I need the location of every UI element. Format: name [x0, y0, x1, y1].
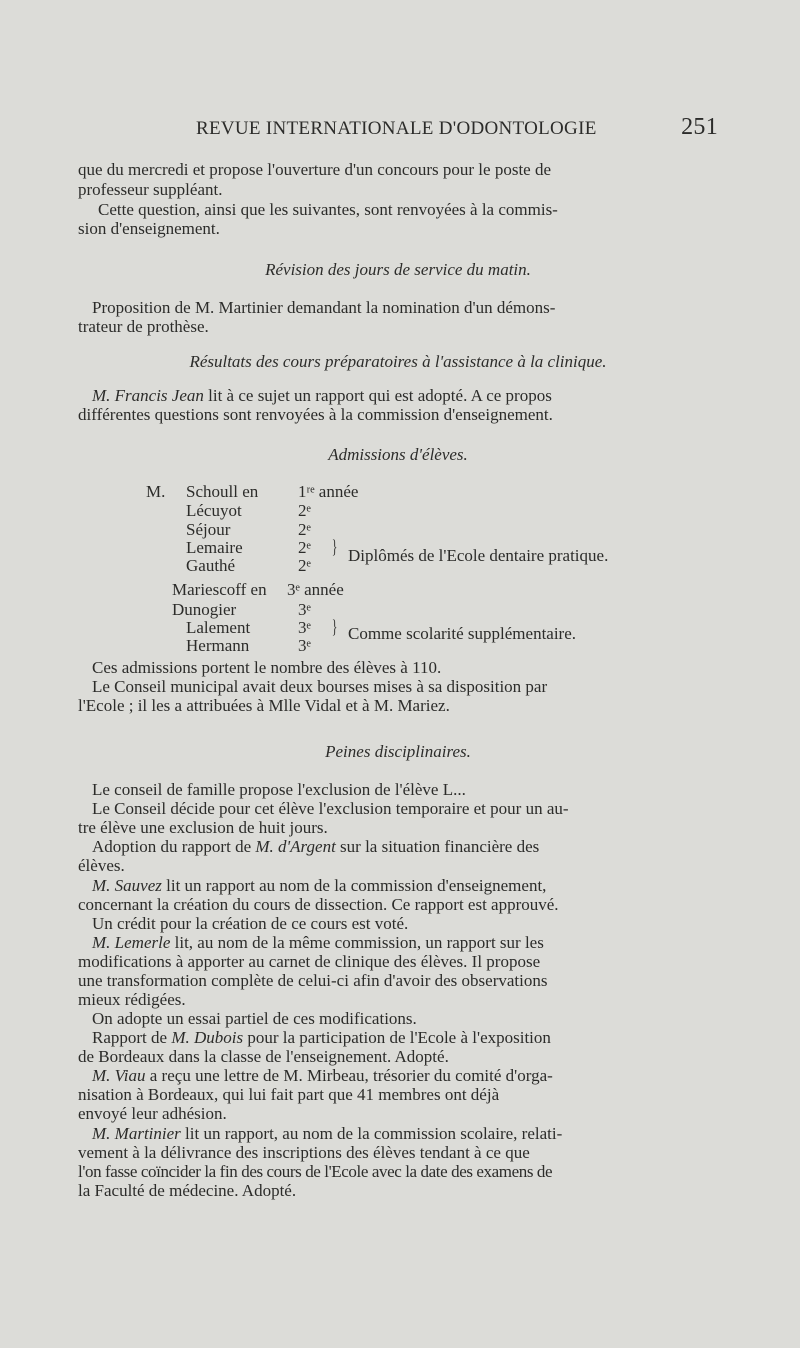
text-span: lit à ce sujet un rapport qui est adopté. A ce propos	[203, 386, 552, 405]
brace-symbol: }	[331, 617, 338, 638]
text-line: trateur de prothèse.	[78, 317, 209, 336]
admission-name: Lalement	[186, 618, 251, 637]
text-line: Ces admissions portent le nombre des élèves à 110.	[92, 658, 442, 677]
text-line: vement à la délivrance des inscriptions des élèves tendant à ce que	[78, 1143, 530, 1162]
running-header	[196, 114, 718, 140]
admission-year: 3ᵉ	[298, 618, 311, 637]
admission-year: 1ʳᵉ année	[298, 482, 359, 501]
text-line: tre élève une exclusion de huit jours.	[78, 818, 328, 837]
text-line: concernant la création du cours de dissection. Ce rapport est approuvé.	[78, 895, 559, 914]
admission-name: Lemaire	[186, 538, 243, 557]
admission-name: Schoull en	[186, 482, 259, 501]
person-name: M. Dubois	[171, 1028, 244, 1047]
section-title: Admissions d'élèves.	[328, 445, 468, 464]
group-note: Diplômés de l'Ecole dentaire pratique.	[348, 546, 609, 565]
text-line: une transformation complète de celui-ci afin d'avoir des observations	[78, 971, 548, 990]
admission-name: Gauthé	[186, 556, 236, 575]
page-number: 251	[681, 114, 718, 140]
admission-year: 2ᵉ	[298, 520, 311, 539]
group-note: Comme scolarité supplémentaire.	[348, 624, 577, 643]
text-line: que du mercredi et propose l'ouverture d'un concours pour le poste de	[78, 160, 552, 179]
person-name: M. Sauvez	[92, 876, 162, 895]
section-title: Révision des jours de service du matin.	[265, 260, 531, 279]
text-span: sur la situation financière des	[335, 837, 540, 856]
text-span: a reçu une lettre de M. Mirbeau, trésorier du comité d'orga-	[145, 1066, 553, 1085]
text-line: Le Conseil municipal avait deux bourses mises à sa disposition par	[92, 677, 548, 696]
brace-symbol: }	[331, 537, 338, 558]
text-span: lit un rapport au nom de la commission d'enseignement,	[161, 876, 547, 895]
admission-name: Hermann	[186, 636, 250, 655]
admission-year: 3ᵉ année	[287, 580, 344, 599]
admission-name: Séjour	[186, 520, 231, 539]
text-span: lit, au nom de la même commission, un rapport sur les	[170, 933, 544, 952]
person-name: M. d'Argent	[255, 837, 336, 856]
text-line: Le Conseil décide pour cet élève l'exclusion temporaire et pour un au-	[92, 799, 569, 818]
person-name: M. Martinier	[92, 1124, 181, 1143]
text-span: Rapport de	[92, 1028, 172, 1047]
text-line: On adopte un essai partiel de ces modifications.	[92, 1009, 417, 1028]
text-span: pour la participation de l'Ecole à l'exposition	[243, 1028, 551, 1047]
text-line	[92, 386, 718, 406]
text-line: Un crédit pour la création de ce cours est voté.	[92, 914, 409, 933]
text-line: sion d'enseignement.	[78, 219, 220, 238]
section-title: Résultats des cours préparatoires à l'assistance à la clinique.	[189, 352, 607, 371]
text-line	[92, 876, 718, 896]
admission-name: Lécuyot	[186, 501, 242, 520]
person-name: M. Viau	[92, 1066, 146, 1085]
person-name: M. Francis Jean	[92, 386, 204, 405]
text-line	[92, 1028, 718, 1048]
text-line: l'Ecole ; il les a attribuées à Mlle Vidal et à M. Mariez.	[78, 696, 450, 715]
text-line: Proposition de M. Martinier demandant la nomination d'un démons-	[92, 298, 556, 317]
admission-year: 2ᵉ	[298, 538, 311, 557]
admission-year: 3ᵉ	[298, 636, 311, 655]
admission-name: Mariescoff en	[172, 580, 267, 599]
text-span: Adoption du rapport de	[92, 837, 256, 856]
text-line: Cette question, ainsi que les suivantes, sont renvoyées à la commis-	[98, 200, 558, 219]
text-line	[92, 837, 718, 857]
running-title: REVUE INTERNATIONALE D'ODONTOLOGIE	[196, 118, 597, 139]
section-title: Peines disciplinaires.	[325, 742, 471, 761]
text-line	[92, 933, 718, 953]
text-line: de Bordeaux dans la classe de l'enseignement. Adopté.	[78, 1047, 449, 1066]
text-line: mieux rédigées.	[78, 990, 186, 1009]
person-name: M. Lemerle	[92, 933, 171, 952]
text-line: l'on fasse coïncider la fin des cours de l'Ecole avec la date des examens de	[78, 1162, 553, 1181]
admission-year: 2ᵉ	[298, 556, 311, 575]
text-line	[92, 1124, 718, 1144]
admission-year: 2ᵉ	[298, 501, 311, 520]
admission-title: M.	[146, 482, 166, 501]
text-line: nisation à Bordeaux, qui lui fait part que 41 membres ont déjà	[78, 1085, 500, 1104]
text-line: envoyé leur adhésion.	[78, 1104, 227, 1123]
text-line: la Faculté de médecine. Adopté.	[78, 1181, 297, 1200]
text-line: différentes questions sont renvoyées à la commission d'enseignement.	[78, 405, 553, 424]
text-line: Le conseil de famille propose l'exclusion de l'élève L...	[92, 780, 466, 799]
text-line: professeur suppléant.	[78, 180, 223, 199]
admission-name: Dunogier	[172, 600, 237, 619]
text-line: élèves.	[78, 856, 125, 875]
text-line: modifications à apporter au carnet de clinique des élèves. Il propose	[78, 952, 541, 971]
text-span: lit un rapport, au nom de la commission scolaire, relati-	[180, 1124, 563, 1143]
admission-year: 3ᵉ	[298, 600, 311, 619]
text-line	[92, 1066, 718, 1086]
